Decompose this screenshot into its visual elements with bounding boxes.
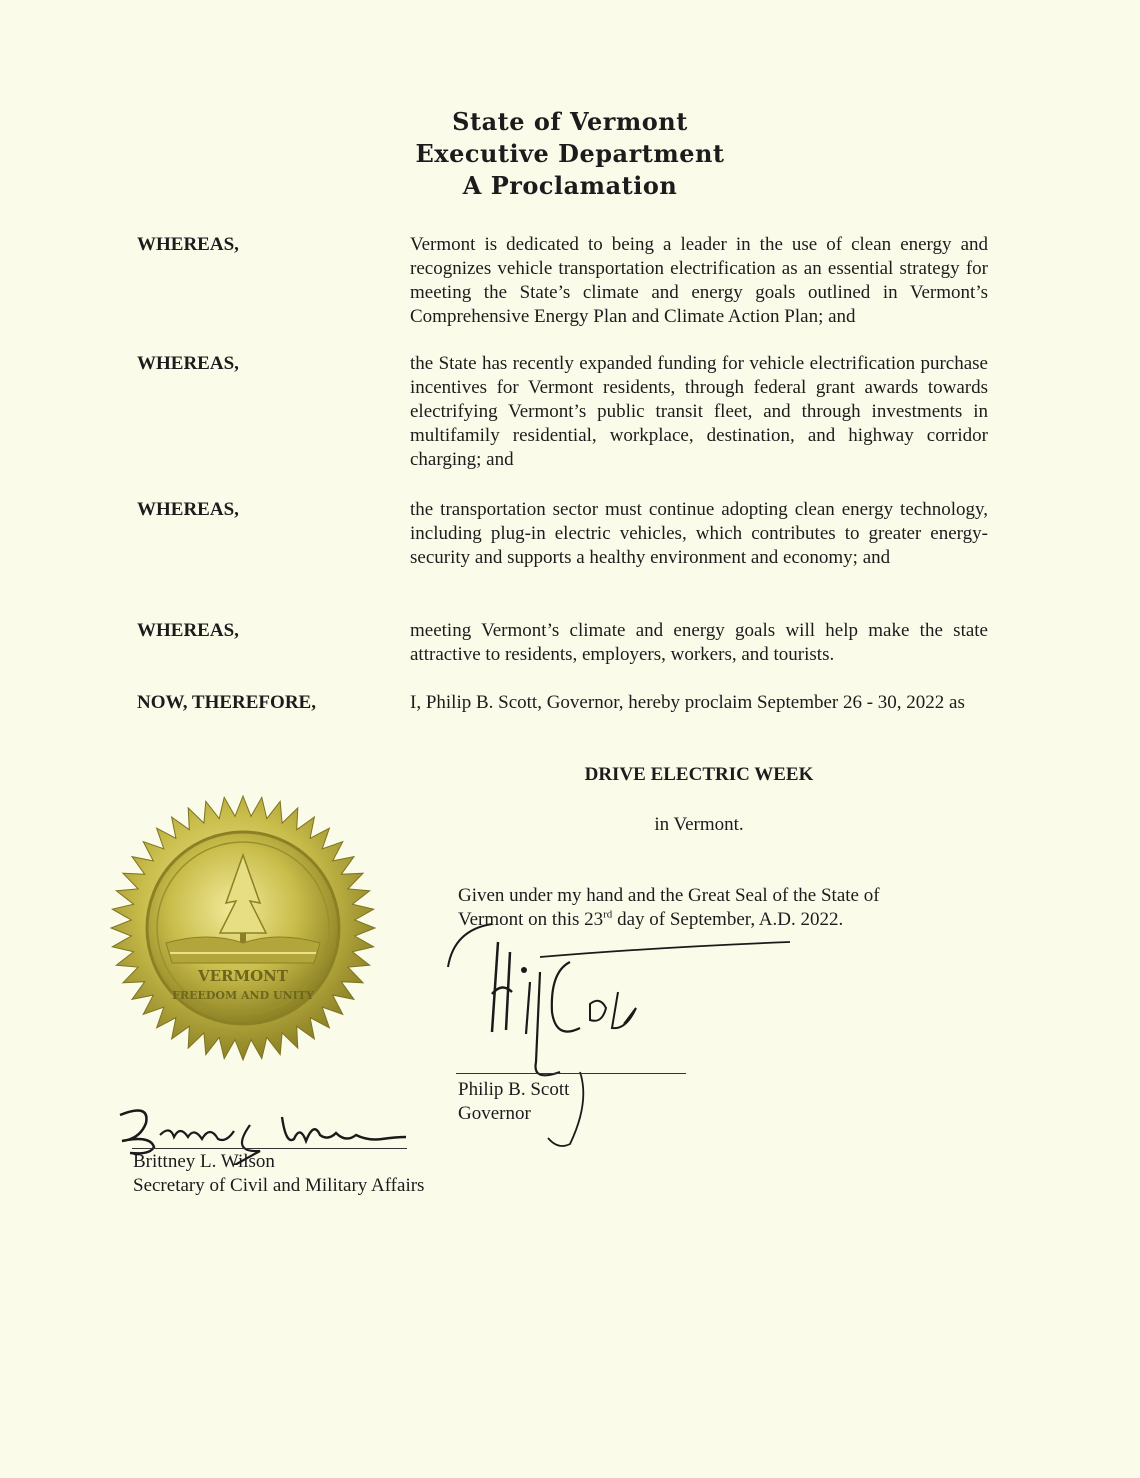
clause-label-2: WHEREAS, bbox=[137, 353, 239, 374]
location-line: in Vermont. bbox=[654, 814, 744, 835]
clause-label-1: WHEREAS, bbox=[137, 234, 239, 255]
clause-text-2: the State has recently expanded funding for vehicle electrification purchase incentives for Vermont residents, through federal grant awards towards electrifying Vermont’s public transit fleet, and through investments in multifamily residential, workplace, destination, and highway corridor charging; and bbox=[410, 353, 988, 470]
given-line-1: Given under my hand and the Great Seal of the State of bbox=[458, 885, 880, 906]
secretary-signature-line bbox=[132, 1148, 407, 1149]
clause-label-3: WHEREAS, bbox=[137, 499, 239, 520]
secretary-name: Brittney L. Wilson bbox=[133, 1151, 275, 1172]
governor-signature-line bbox=[456, 1073, 686, 1074]
clause-label-4: WHEREAS, bbox=[137, 620, 239, 641]
given-day-suffix: rd bbox=[603, 908, 613, 921]
given-line-2-suffix: day of September, A.D. 2022. bbox=[612, 909, 844, 930]
proclaimed-event: DRIVE ELECTRIC WEEK bbox=[584, 764, 814, 785]
governor-name: Philip B. Scott bbox=[458, 1079, 570, 1100]
seal-motto-text: FREEDOM AND UNITY bbox=[172, 989, 314, 1002]
heading-proclamation: A Proclamation bbox=[462, 171, 678, 200]
clause-text-3: the transportation sector must continue adopting clean energy technology, including plug-in electric vehicles, which contributes to greater energy-security and supports a healthy environment and economy; and bbox=[410, 499, 988, 568]
given-line-2-prefix: Vermont on this 23 bbox=[458, 909, 604, 930]
heading-state: State of Vermont bbox=[452, 107, 688, 136]
clause-text-1: Vermont is dedicated to being a leader in the use of clean energy and recognizes vehicle transportation electrification as an essential strategy for meeting the State’s climate and energy goals outlined in Vermont’s Comprehensive Energy Plan and Climate Action Plan; and bbox=[410, 234, 988, 327]
clause-label-5: NOW, THEREFORE, bbox=[137, 692, 316, 713]
seal-state-text: VERMONT bbox=[197, 967, 289, 985]
proclamation-heading bbox=[0, 106, 1140, 202]
governor-title: Governor bbox=[458, 1103, 531, 1124]
secretary-title: Secretary of Civil and Military Affairs bbox=[133, 1175, 425, 1196]
clause-text-5: I, Philip B. Scott, Governor, hereby proclaim September 26 - 30, 2022 as bbox=[410, 692, 965, 713]
great-seal-icon bbox=[108, 793, 378, 1063]
heading-department: Executive Department bbox=[415, 139, 725, 168]
clause-text-4: meeting Vermont’s climate and energy goals will help make the state attractive to residents, employers, workers, and tourists. bbox=[410, 620, 988, 665]
